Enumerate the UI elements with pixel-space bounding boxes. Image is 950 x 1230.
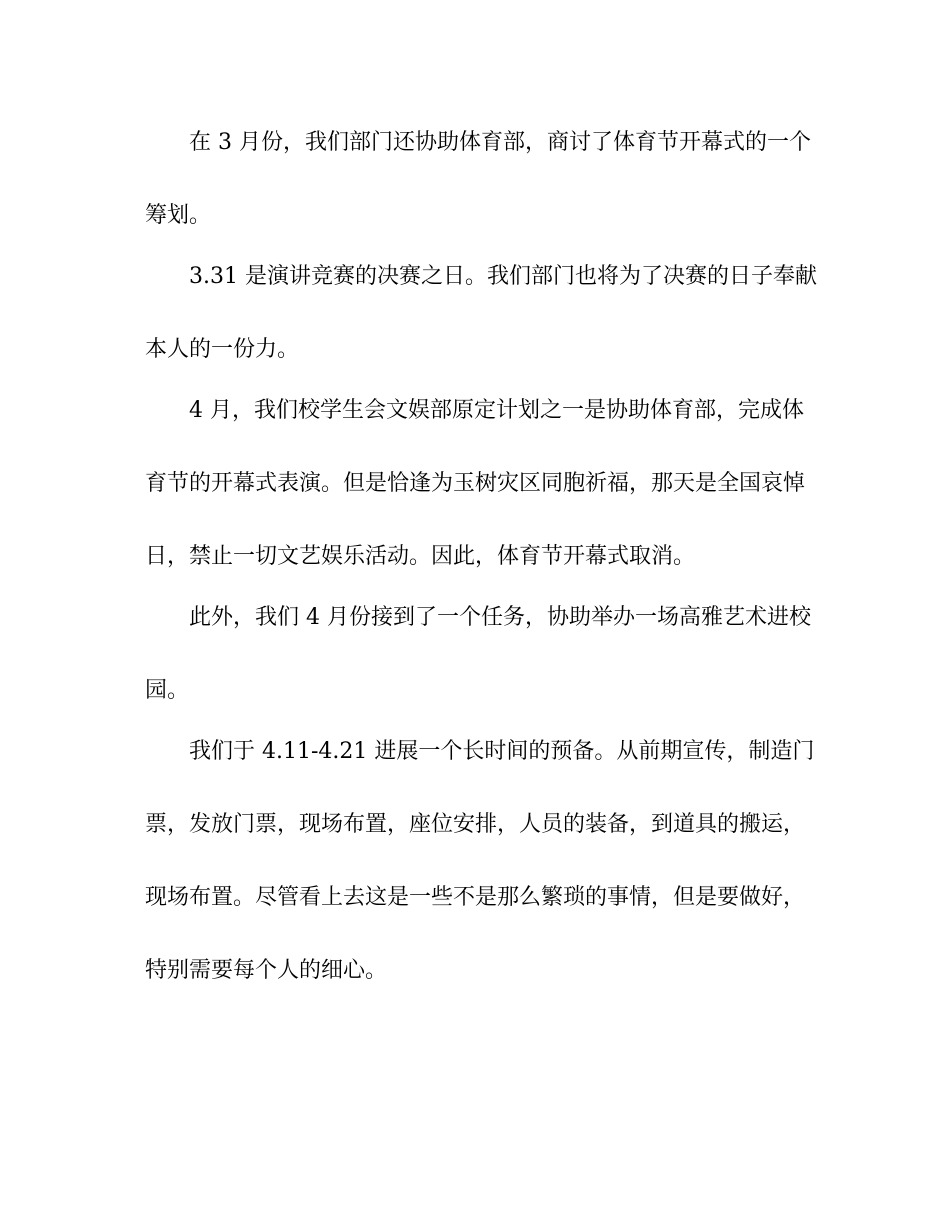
paragraph-4-line-2: 园。 bbox=[145, 678, 190, 703]
paragraph-3-line-1: 4 月，我们校学生会文娱部原定计划之一是协助体育部，完成体 bbox=[189, 398, 804, 423]
paragraph-5-line-1: 我们于 4.11-4.21 进展一个长时间的预备。从前期宣传，制造门 bbox=[189, 739, 815, 764]
paragraph-5-line-2: 票，发放门票，现场布置，座位安排，人员的装备，到道具的搬运， bbox=[145, 812, 806, 837]
paragraph-2-line-1: 3.31 是演讲竞赛的决赛之日。我们部门也将为了决赛的日子奉献 bbox=[189, 264, 817, 289]
paragraph-5-line-4: 特别需要每个人的细心。 bbox=[145, 958, 388, 983]
paragraph-4-line-1: 此外，我们 4 月份接到了一个任务，协助举办一场高雅艺术进校 bbox=[189, 605, 811, 630]
paragraph-1-line-2: 筹划。 bbox=[145, 203, 212, 228]
paragraph-1-line-1: 在 3 月份，我们部门还协助体育部，商讨了体育节开幕式的一个 bbox=[189, 130, 811, 155]
paragraph-3-line-2: 育节的开幕式表演。但是恰逢为玉树灾区同胞祈福，那天是全国哀悼 bbox=[145, 471, 806, 496]
paragraph-2-line-2: 本人的一份力。 bbox=[145, 337, 300, 362]
paragraph-5-line-3: 现场布置。尽管看上去这是一些不是那么繁琐的事情，但是要做好， bbox=[145, 885, 806, 910]
paragraph-3-line-3: 日，禁止一切文艺娱乐活动。因此，体育节开幕式取消。 bbox=[145, 544, 696, 569]
